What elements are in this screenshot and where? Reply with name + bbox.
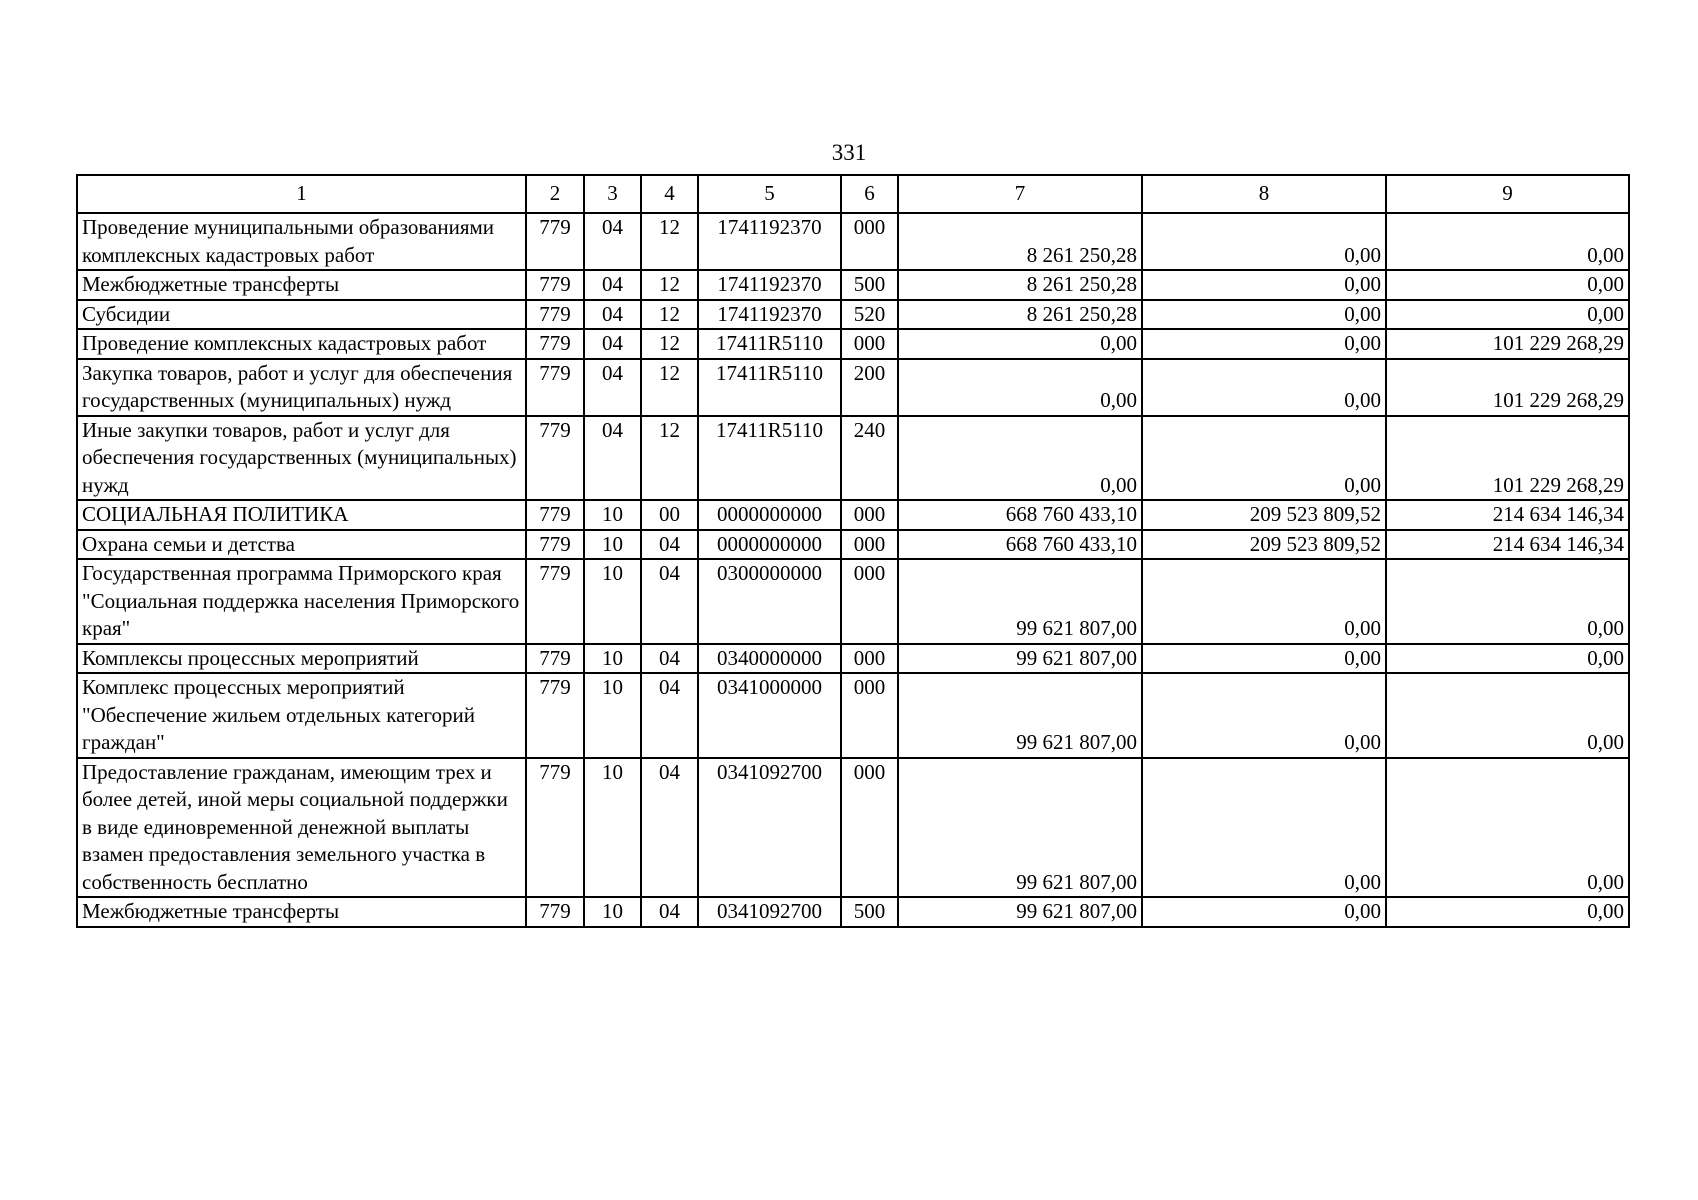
column-header: 5 <box>698 175 841 213</box>
table-row <box>77 673 1629 758</box>
cell-admin-code: 779 <box>526 530 584 560</box>
cell-expense-type: 200 <box>841 359 898 416</box>
cell-amount-col8: 0,00 <box>1142 300 1386 330</box>
cell-section: 10 <box>584 897 641 927</box>
cell-amount-col7: 99 621 807,00 <box>898 673 1142 758</box>
cell-amount-col7: 668 760 433,10 <box>898 530 1142 560</box>
cell-subsection: 04 <box>641 673 698 758</box>
cell-target-article: 0000000000 <box>698 500 841 530</box>
table-row <box>77 416 1629 501</box>
cell-amount-col9: 214 634 146,34 <box>1386 500 1629 530</box>
cell-subsection: 04 <box>641 758 698 898</box>
cell-target-article: 1741192370 <box>698 300 841 330</box>
cell-admin-code: 779 <box>526 359 584 416</box>
cell-amount-col8: 209 523 809,52 <box>1142 530 1386 560</box>
cell-amount-col8: 0,00 <box>1142 673 1386 758</box>
cell-expense-type: 000 <box>841 559 898 644</box>
cell-target-article: 1741192370 <box>698 270 841 300</box>
cell-section: 10 <box>584 673 641 758</box>
cell-amount-col7: 0,00 <box>898 359 1142 416</box>
column-header: 3 <box>584 175 641 213</box>
cell-name: Проведение комплексных кадастровых работ <box>77 329 526 359</box>
cell-section: 10 <box>584 559 641 644</box>
cell-section: 10 <box>584 500 641 530</box>
cell-amount-col7: 0,00 <box>898 329 1142 359</box>
table-row <box>77 329 1629 359</box>
column-header: 6 <box>841 175 898 213</box>
cell-target-article: 17411R5110 <box>698 329 841 359</box>
table-row <box>77 897 1629 927</box>
cell-admin-code: 779 <box>526 644 584 674</box>
cell-target-article: 0341000000 <box>698 673 841 758</box>
cell-amount-col7: 0,00 <box>898 416 1142 501</box>
table-row <box>77 213 1629 270</box>
cell-amount-col8: 0,00 <box>1142 416 1386 501</box>
cell-section: 10 <box>584 530 641 560</box>
cell-subsection: 12 <box>641 329 698 359</box>
cell-admin-code: 779 <box>526 559 584 644</box>
column-header: 8 <box>1142 175 1386 213</box>
cell-amount-col9: 0,00 <box>1386 270 1629 300</box>
cell-amount-col9: 0,00 <box>1386 559 1629 644</box>
cell-expense-type: 000 <box>841 213 898 270</box>
cell-amount-col7: 8 261 250,28 <box>898 270 1142 300</box>
table-row <box>77 559 1629 644</box>
column-header: 1 <box>77 175 526 213</box>
cell-expense-type: 240 <box>841 416 898 501</box>
cell-amount-col7: 99 621 807,00 <box>898 758 1142 898</box>
cell-target-article: 0000000000 <box>698 530 841 560</box>
cell-target-article: 0341092700 <box>698 758 841 898</box>
cell-name: Комплексы процессных мероприятий <box>77 644 526 674</box>
cell-expense-type: 000 <box>841 329 898 359</box>
cell-amount-col7: 99 621 807,00 <box>898 644 1142 674</box>
cell-expense-type: 500 <box>841 270 898 300</box>
cell-target-article: 0341092700 <box>698 897 841 927</box>
cell-amount-col8: 209 523 809,52 <box>1142 500 1386 530</box>
cell-name: Предоставление гражданам, имеющим трех и более детей, иной меры социальной поддержки в виде единовременной денежной выплаты взамен предоставления земельного участка в собственность бесплатно <box>77 758 526 898</box>
cell-subsection: 04 <box>641 559 698 644</box>
cell-expense-type: 000 <box>841 530 898 560</box>
cell-expense-type: 520 <box>841 300 898 330</box>
cell-expense-type: 000 <box>841 758 898 898</box>
cell-subsection: 12 <box>641 359 698 416</box>
cell-section: 04 <box>584 329 641 359</box>
cell-amount-col7: 99 621 807,00 <box>898 559 1142 644</box>
cell-target-article: 17411R5110 <box>698 359 841 416</box>
cell-subsection: 12 <box>641 270 698 300</box>
cell-name: Закупка товаров, работ и услуг для обеспечения государственных (муниципальных) нужд <box>77 359 526 416</box>
cell-expense-type: 000 <box>841 644 898 674</box>
cell-section: 10 <box>584 758 641 898</box>
cell-name: СОЦИАЛЬНАЯ ПОЛИТИКА <box>77 500 526 530</box>
cell-name: Межбюджетные трансферты <box>77 897 526 927</box>
cell-amount-col7: 8 261 250,28 <box>898 213 1142 270</box>
cell-admin-code: 779 <box>526 416 584 501</box>
table-row <box>77 758 1629 898</box>
cell-amount-col9: 0,00 <box>1386 897 1629 927</box>
cell-section: 04 <box>584 213 641 270</box>
cell-subsection: 04 <box>641 644 698 674</box>
cell-section: 04 <box>584 359 641 416</box>
cell-subsection: 04 <box>641 530 698 560</box>
header-row <box>77 175 1629 213</box>
cell-admin-code: 779 <box>526 329 584 359</box>
cell-expense-type: 000 <box>841 500 898 530</box>
cell-target-article: 0340000000 <box>698 644 841 674</box>
cell-amount-col8: 0,00 <box>1142 359 1386 416</box>
cell-expense-type: 500 <box>841 897 898 927</box>
cell-subsection: 12 <box>641 416 698 501</box>
column-header: 7 <box>898 175 1142 213</box>
cell-amount-col9: 101 229 268,29 <box>1386 416 1629 501</box>
column-header: 9 <box>1386 175 1629 213</box>
cell-amount-col8: 0,00 <box>1142 270 1386 300</box>
cell-subsection: 00 <box>641 500 698 530</box>
cell-name: Межбюджетные трансферты <box>77 270 526 300</box>
column-header: 2 <box>526 175 584 213</box>
table-row <box>77 530 1629 560</box>
cell-section: 10 <box>584 644 641 674</box>
cell-amount-col8: 0,00 <box>1142 758 1386 898</box>
cell-amount-col8: 0,00 <box>1142 644 1386 674</box>
cell-amount-col9: 0,00 <box>1386 758 1629 898</box>
column-header: 4 <box>641 175 698 213</box>
page-number: 331 <box>831 140 867 165</box>
cell-subsection: 12 <box>641 213 698 270</box>
cell-name: Комплекс процессных мероприятий "Обеспечение жильем отдельных категорий граждан" <box>77 673 526 758</box>
table-row <box>77 359 1629 416</box>
cell-admin-code: 779 <box>526 500 584 530</box>
cell-name: Государственная программа Приморского края "Социальная поддержка населения Приморского края" <box>77 559 526 644</box>
cell-admin-code: 779 <box>526 897 584 927</box>
cell-name: Иные закупки товаров, работ и услуг для обеспечения государственных (муниципальных) нужд <box>77 416 526 501</box>
budget-table <box>76 174 1630 928</box>
cell-amount-col7: 668 760 433,10 <box>898 500 1142 530</box>
cell-expense-type: 000 <box>841 673 898 758</box>
cell-amount-col7: 8 261 250,28 <box>898 300 1142 330</box>
cell-amount-col8: 0,00 <box>1142 213 1386 270</box>
table-row <box>77 500 1629 530</box>
cell-amount-col7: 99 621 807,00 <box>898 897 1142 927</box>
table-row <box>77 644 1629 674</box>
cell-amount-col9: 0,00 <box>1386 213 1629 270</box>
cell-section: 04 <box>584 416 641 501</box>
cell-amount-col9: 101 229 268,29 <box>1386 329 1629 359</box>
cell-target-article: 0300000000 <box>698 559 841 644</box>
table-row <box>77 300 1629 330</box>
cell-amount-col9: 214 634 146,34 <box>1386 530 1629 560</box>
table-row <box>77 270 1629 300</box>
cell-name: Проведение муниципальными образованиями комплексных кадастровых работ <box>77 213 526 270</box>
cell-name: Охрана семьи и детства <box>77 530 526 560</box>
cell-section: 04 <box>584 270 641 300</box>
cell-amount-col8: 0,00 <box>1142 897 1386 927</box>
cell-target-article: 1741192370 <box>698 213 841 270</box>
cell-amount-col9: 0,00 <box>1386 644 1629 674</box>
cell-admin-code: 779 <box>526 213 584 270</box>
cell-admin-code: 779 <box>526 758 584 898</box>
cell-amount-col8: 0,00 <box>1142 329 1386 359</box>
cell-amount-col9: 0,00 <box>1386 673 1629 758</box>
cell-section: 04 <box>584 300 641 330</box>
cell-subsection: 04 <box>641 897 698 927</box>
cell-amount-col8: 0,00 <box>1142 559 1386 644</box>
cell-target-article: 17411R5110 <box>698 416 841 501</box>
cell-amount-col9: 101 229 268,29 <box>1386 359 1629 416</box>
cell-admin-code: 779 <box>526 270 584 300</box>
cell-admin-code: 779 <box>526 300 584 330</box>
cell-subsection: 12 <box>641 300 698 330</box>
cell-admin-code: 779 <box>526 673 584 758</box>
cell-name: Субсидии <box>77 300 526 330</box>
cell-amount-col9: 0,00 <box>1386 300 1629 330</box>
